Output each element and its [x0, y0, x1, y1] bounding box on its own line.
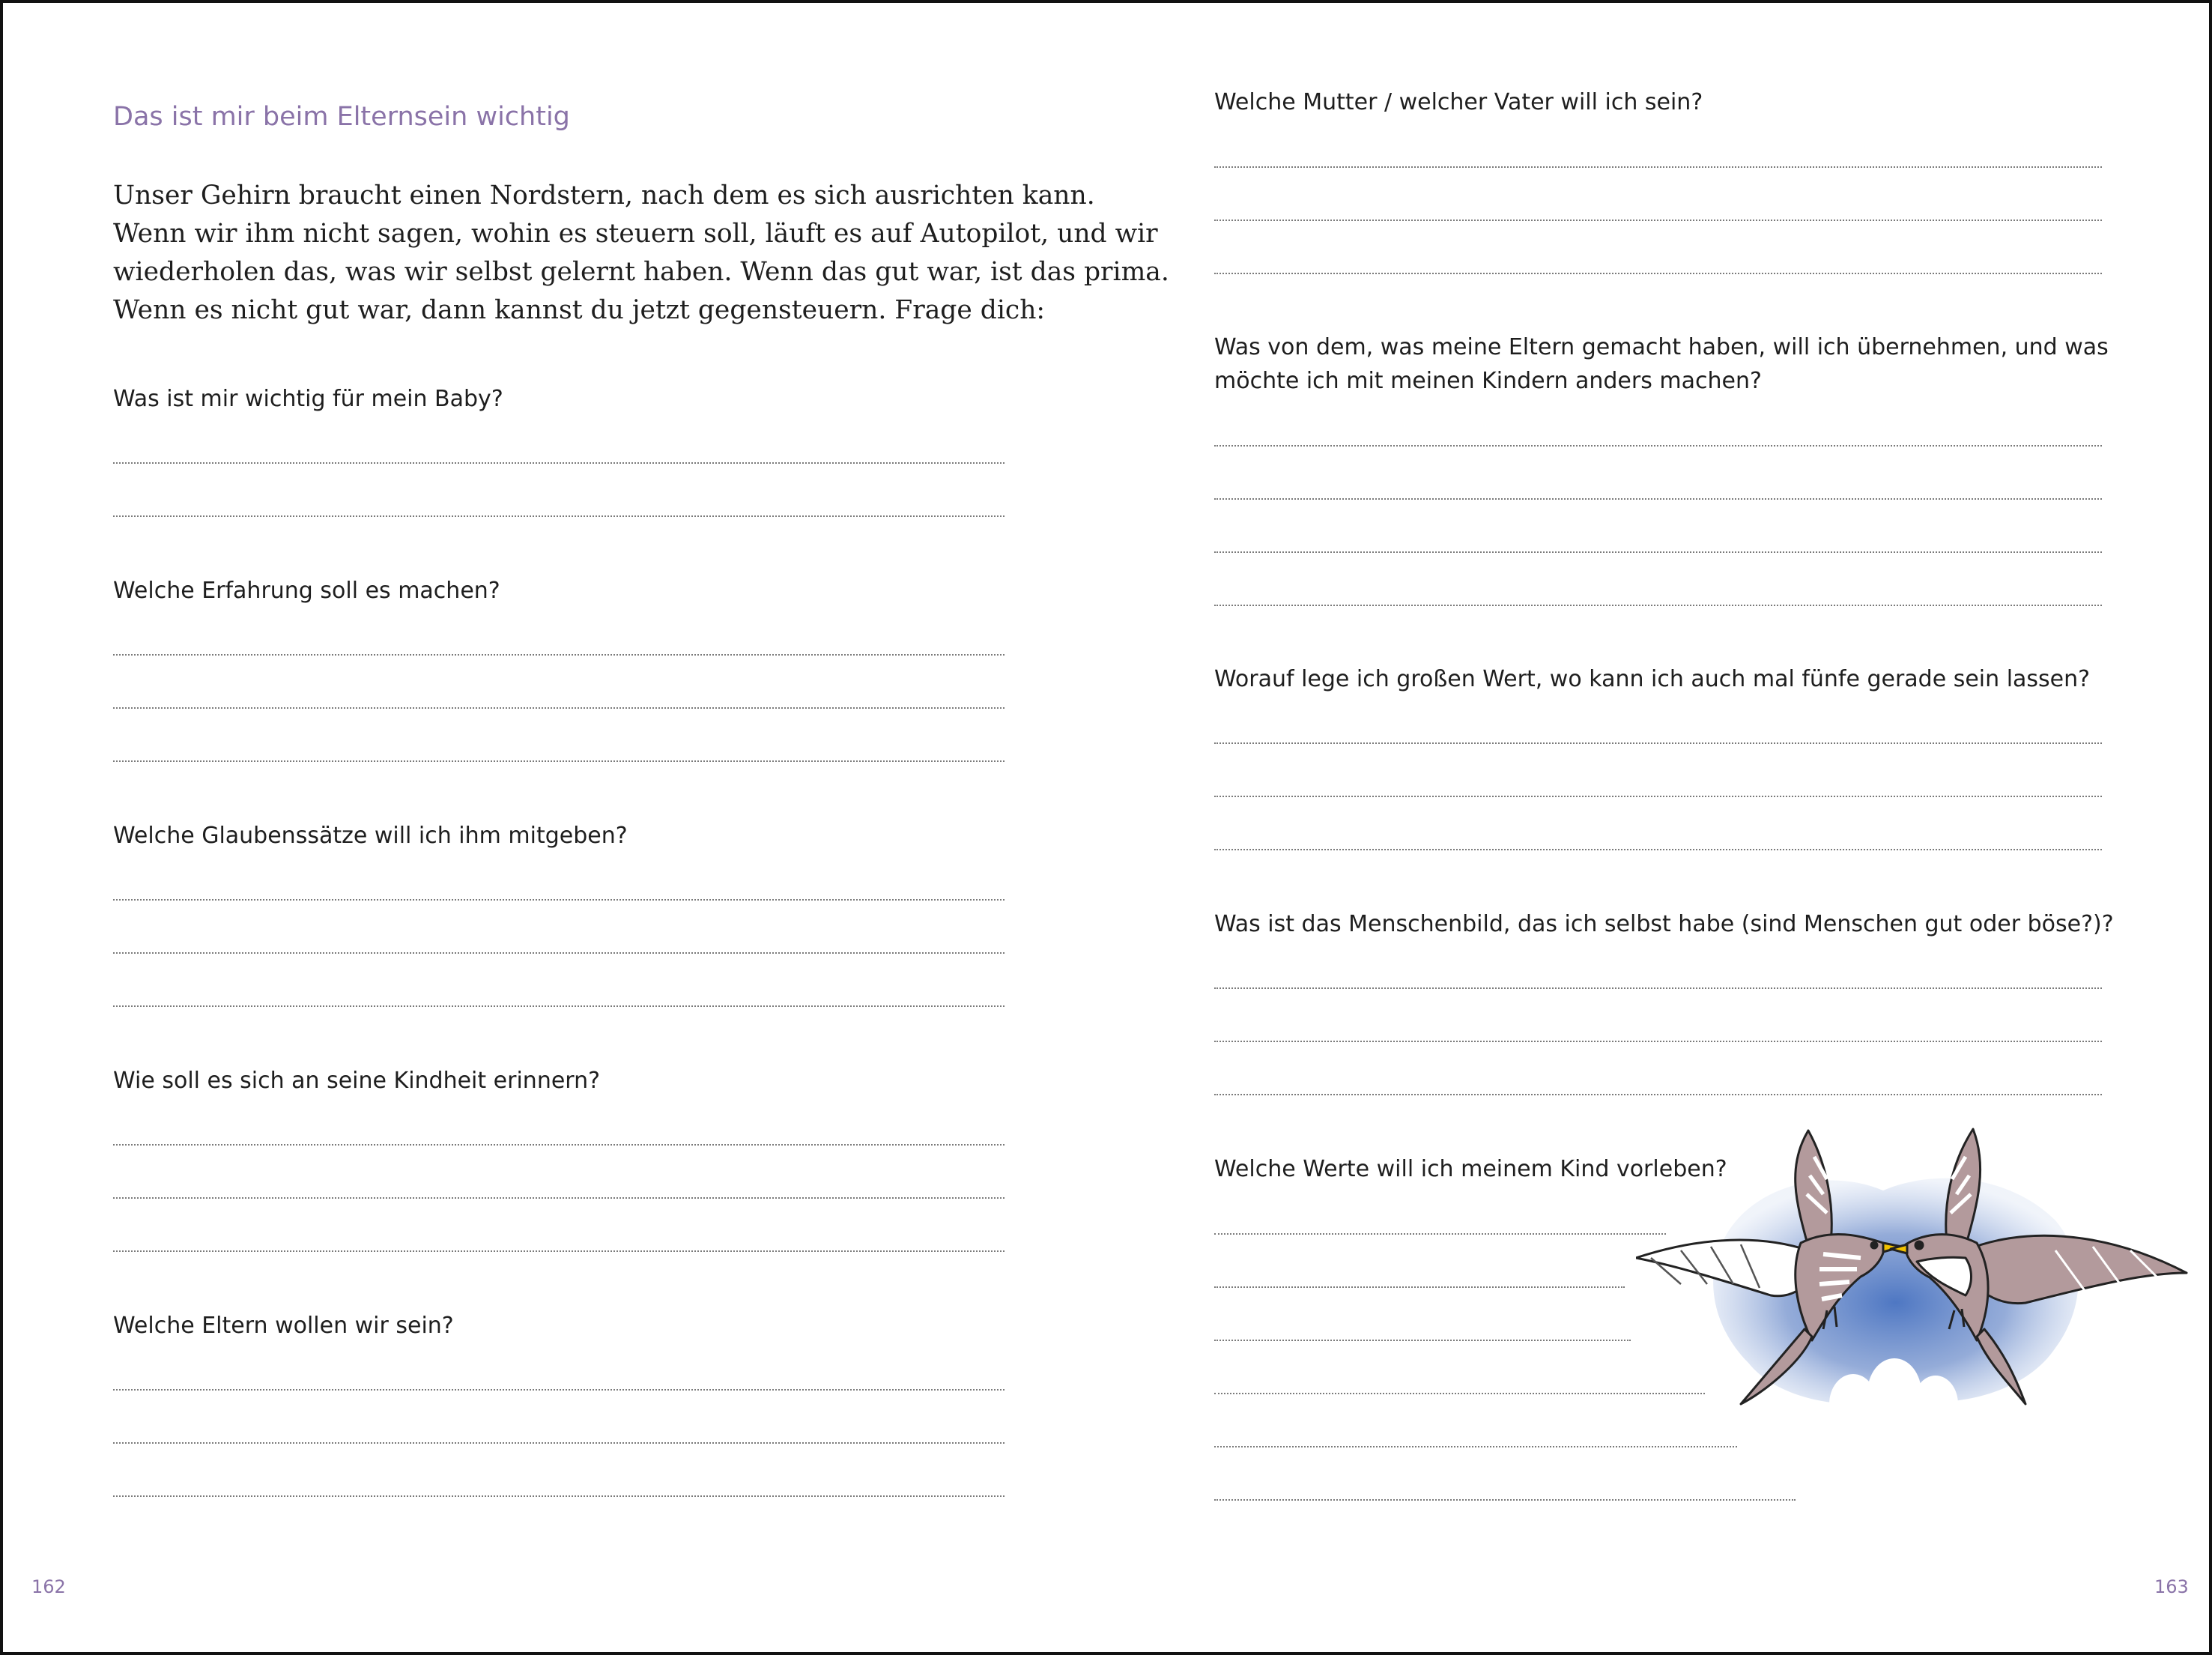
answer-line[interactable] — [1214, 849, 2102, 850]
answer-line[interactable] — [1214, 796, 2102, 797]
page-number-left: 162 — [31, 1576, 66, 1597]
question-text: Welche Erfahrung soll es machen? — [113, 578, 500, 604]
question-label — [113, 382, 503, 416]
answer-line[interactable] — [113, 1005, 1005, 1007]
answer-line[interactable] — [113, 952, 1005, 954]
answer-line[interactable] — [113, 760, 1005, 762]
answer-line[interactable] — [1214, 742, 2102, 744]
question-text: Welche Eltern wollen wir sein? — [113, 1313, 454, 1339]
answer-line[interactable] — [113, 899, 1005, 901]
answer-line[interactable] — [113, 515, 1005, 517]
answer-line[interactable] — [1214, 1286, 1625, 1288]
answer-line[interactable] — [1214, 1499, 1796, 1501]
intro-line: Wenn es nicht gut war, dann kannst du jetzt gegensteuern. Frage dich: — [113, 295, 1046, 325]
question-label — [113, 574, 500, 608]
question-text: Was von dem, was meine Eltern gemacht haben, will ich übernehmen, und was — [1214, 334, 2109, 360]
answer-line[interactable] — [113, 1495, 1005, 1497]
answer-line[interactable] — [1214, 1233, 1666, 1235]
answer-line[interactable] — [1214, 273, 2102, 274]
question-text: Was ist mir wichtig für mein Baby? — [113, 386, 503, 412]
intro-line: Wenn wir ihm nicht sagen, wohin es steuern soll, läuft es auf Autopilot, und wir — [113, 219, 1158, 249]
answer-line[interactable] — [113, 707, 1005, 709]
answer-line[interactable] — [113, 1197, 1005, 1199]
answer-line[interactable] — [1214, 987, 2102, 989]
answer-line[interactable] — [1214, 1094, 2102, 1095]
answer-line[interactable] — [1214, 445, 2102, 447]
question-label — [113, 1064, 600, 1098]
answer-line[interactable] — [1214, 220, 2102, 221]
question-label — [1214, 85, 1703, 119]
answer-line[interactable] — [1214, 1340, 1631, 1341]
answer-line[interactable] — [1214, 1393, 1705, 1394]
page-number-right: 163 — [2154, 1576, 2189, 1597]
question-text: Worauf lege ich großen Wert, wo kann ich auch mal fünfe gerade sein lassen? — [1214, 666, 2091, 692]
answer-line[interactable] — [1214, 166, 2102, 168]
egg — [1913, 1376, 1958, 1432]
question-label — [113, 1309, 454, 1343]
question-text: möchte ich mit meinen Kindern anders machen? — [1214, 368, 1762, 394]
answer-line[interactable] — [1214, 551, 2102, 553]
answer-line[interactable] — [1214, 1041, 2102, 1042]
page-heading: Das ist mir beim Elternsein wichtig — [113, 102, 570, 132]
answer-line[interactable] — [113, 1389, 1005, 1391]
bird-illustration-icon — [1636, 1123, 2190, 1438]
answer-line[interactable] — [1214, 605, 2102, 606]
question-text: Wie soll es sich an seine Kindheit erinnern? — [113, 1068, 601, 1094]
question-label — [1214, 330, 2109, 398]
answer-line[interactable] — [113, 654, 1005, 656]
question-label — [113, 819, 628, 853]
answer-line[interactable] — [113, 1442, 1005, 1444]
question-text: Was ist das Menschenbild, das ich selbst habe (sind Menschen gut oder böse?)? — [1214, 911, 2114, 937]
question-text: Welche Werte will ich meinem Kind vorleben? — [1214, 1156, 1727, 1182]
answer-line[interactable] — [1214, 498, 2102, 500]
question-label — [1214, 662, 2090, 696]
answer-line[interactable] — [113, 1250, 1005, 1252]
question-text: Welche Mutter / welcher Vater will ich sein? — [1214, 89, 1703, 115]
intro-line: wiederholen das, was wir selbst gelernt haben. Wenn das gut war, ist das prima. — [113, 257, 1169, 287]
question-label — [1214, 907, 2114, 941]
intro-line: Unser Gehirn braucht einen Nordstern, nach dem es sich ausrichten kann. — [113, 181, 1095, 211]
egg — [1867, 1358, 1921, 1427]
answer-line[interactable] — [1214, 1446, 1737, 1447]
answer-line[interactable] — [113, 462, 1005, 464]
intro-paragraph — [113, 177, 1169, 330]
question-text: Welche Glaubenssätze will ich ihm mitgeben? — [113, 823, 628, 849]
answer-line[interactable] — [113, 1144, 1005, 1146]
